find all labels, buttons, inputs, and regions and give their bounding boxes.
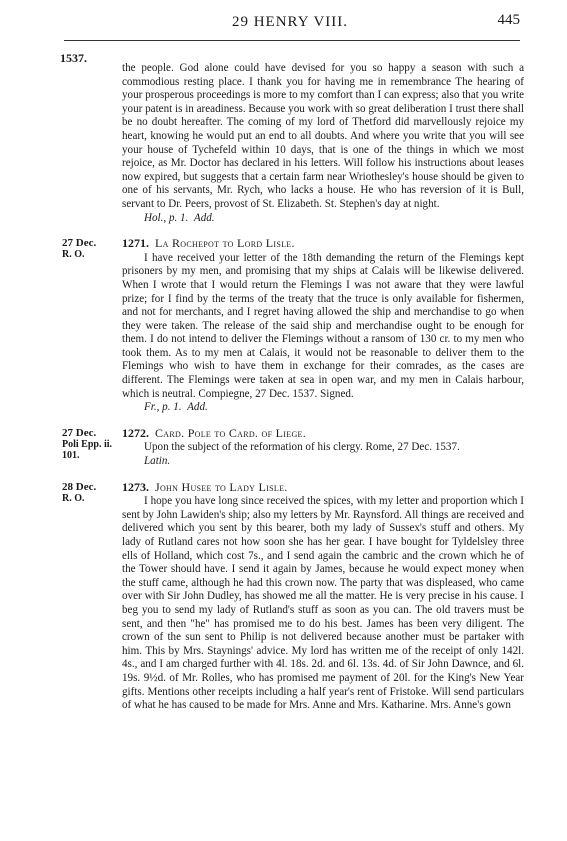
entry-body <box>122 237 524 415</box>
entry-text: I hope you have long since received the spices, with my letter and proportion which I sent by John Lawiden's ship; also my letters by Mr. Raynsford. All things are received and delivered which you sent by this bearer, both my lady of Sussex's stuff and others. My lady of Rutland cares not how soon she has her gear. I have bought for Tyldelsley three ells of Holland, which cost 7s., and I send again the cambric and the crown which he of the Tower should have. I send it again by James, because he would expect money when the stuff came, although he had this crown now. The party that was displeased, who came over with Sir John Dudley, has showed me all the matter. He is very precise in his cause. I beg you to send my lady of Rutland's stuff as soon as you can. The old travers must be sent, and then "he" has promised me to do his best. James has been very diligent. The crown of the sun sent to Philip is not delivered because another must be partaker with him. This by Mrs. Staynings' advice. My lord has written me of the receipt of only 142l. 4s., and I am charged further with 4l. 18s. 2d. and 6l. 13s. 4d. of Sir John Dawnce, and 6l. 19s. 9½d. of Mr. Rolles, who has promised me payment of 20l. for the King's New Year gifts. Mentions other receipts including a half year's rent of Fristoke. Will send particulars of what he has caused to be made for Mrs. Anne and Mrs. Katharine. Mrs. Anne's gown <box>122 495 524 712</box>
entry-1272 <box>62 427 524 469</box>
entry-body <box>122 481 524 713</box>
entry-heading <box>122 427 524 441</box>
entry-heading <box>122 481 524 495</box>
entry-1271 <box>62 237 524 415</box>
meta-note: Add. <box>193 211 215 224</box>
entry-text: the people. God alone could have devised for you so happy a season with such a commodious resting place. I thank you for having me in remembrance The hearing of your prosperous proceedings is more to my comfort than I can express; also that you write your patent is in areadiness. Because you work with so great deliberation I trust there shall be no doubt hereafter. The coming of my lord of Thetford did marvellously rejoice my heart, knowing he would put an end to all doubts. And where you write that you will see your house of Tychefeld within 10 days, that is one of the things in which we most rejoice, as Mr. Doctor has declared in his letters. Will follow his instructions about leases now expired, but suggests that a certain farm near Wriothesley's house should be given to one of his servants, Mr. Rych, who lacks a house. He who has reversion of it is Bull, servant to Dr. Peers, provost of St. Elizabeth. St. Stephen's day at night. <box>122 62 524 210</box>
entry-source: R. O. <box>62 492 85 504</box>
entry-margin <box>62 237 114 260</box>
meta-note: Add. <box>187 401 208 414</box>
header-rule <box>64 40 520 41</box>
entry-number: 1273. <box>122 479 149 494</box>
entry-body <box>122 427 524 469</box>
entry-spacer <box>62 469 524 481</box>
entry-number: 1271. <box>122 236 149 251</box>
page-header <box>60 14 520 36</box>
entry-heading <box>122 237 524 251</box>
page-number: 445 <box>497 12 520 28</box>
entry-correspondents: La Rochepot to Lord Lisle. <box>155 236 295 251</box>
entry-text: Upon the subject of the reformation of his clergy. Rome, 27 Dec. 1537. <box>144 441 460 454</box>
entry-correspondents: Card. Pole to Card. of Liege. <box>155 425 307 440</box>
entry-date: 27 Dec. <box>62 237 97 250</box>
entry-date: 27 Dec. <box>62 426 97 439</box>
continued-entry <box>62 62 524 225</box>
running-title: 29 HENRY VIII. <box>231 14 349 30</box>
entry-text: I have received your letter of the 18th demanding the return of the Flemings kept prisoners by my men, and promising that my ships at Calais will be likewise delivered. When I wrote that I would return the Flemings I was not aware that they were lawful prize; for I find by the terms of the treaty that the truce is only available for fishermen, and not for merchants, and I regret having allowed the ship and merchandise to go when they were taken. The release of the said ship and merchandise ought to be enough for them. I do not intend to deliver the Flemings without a ransom of 130 cr. to my men who took them. As to my men at Calais, it would not be reasonable to deliver them to the Flemings who wish to have them in exchange for their comrades, as the cases are different. The Flemings were taken at sea in open war, and my men in Calais harbour, which is neutral. Compiegne, 27 Dec. 1537. Signed. <box>122 251 524 400</box>
entry-source: Poli Epp. ii. 101. <box>62 438 113 461</box>
calendar-entries <box>62 62 524 713</box>
meta-description: Fr., p. 1. <box>144 401 182 414</box>
entry-meta <box>122 401 524 415</box>
year-marker: 1537. <box>60 51 87 65</box>
entry-margin <box>62 481 114 504</box>
entry-number: 1272. <box>122 425 149 440</box>
entry-margin <box>62 427 114 461</box>
entry-meta <box>122 212 524 226</box>
entry-date: 28 Dec. <box>62 480 97 493</box>
entry-meta <box>122 455 524 469</box>
meta-description: Hol., p. 1. <box>144 211 189 224</box>
entry-source: R. O. <box>62 249 85 261</box>
entry-1273 <box>62 481 524 713</box>
entry-correspondents: John Husee to Lady Lisle. <box>155 479 288 494</box>
entry-body <box>122 62 524 225</box>
meta-description: Latin. <box>144 455 171 468</box>
